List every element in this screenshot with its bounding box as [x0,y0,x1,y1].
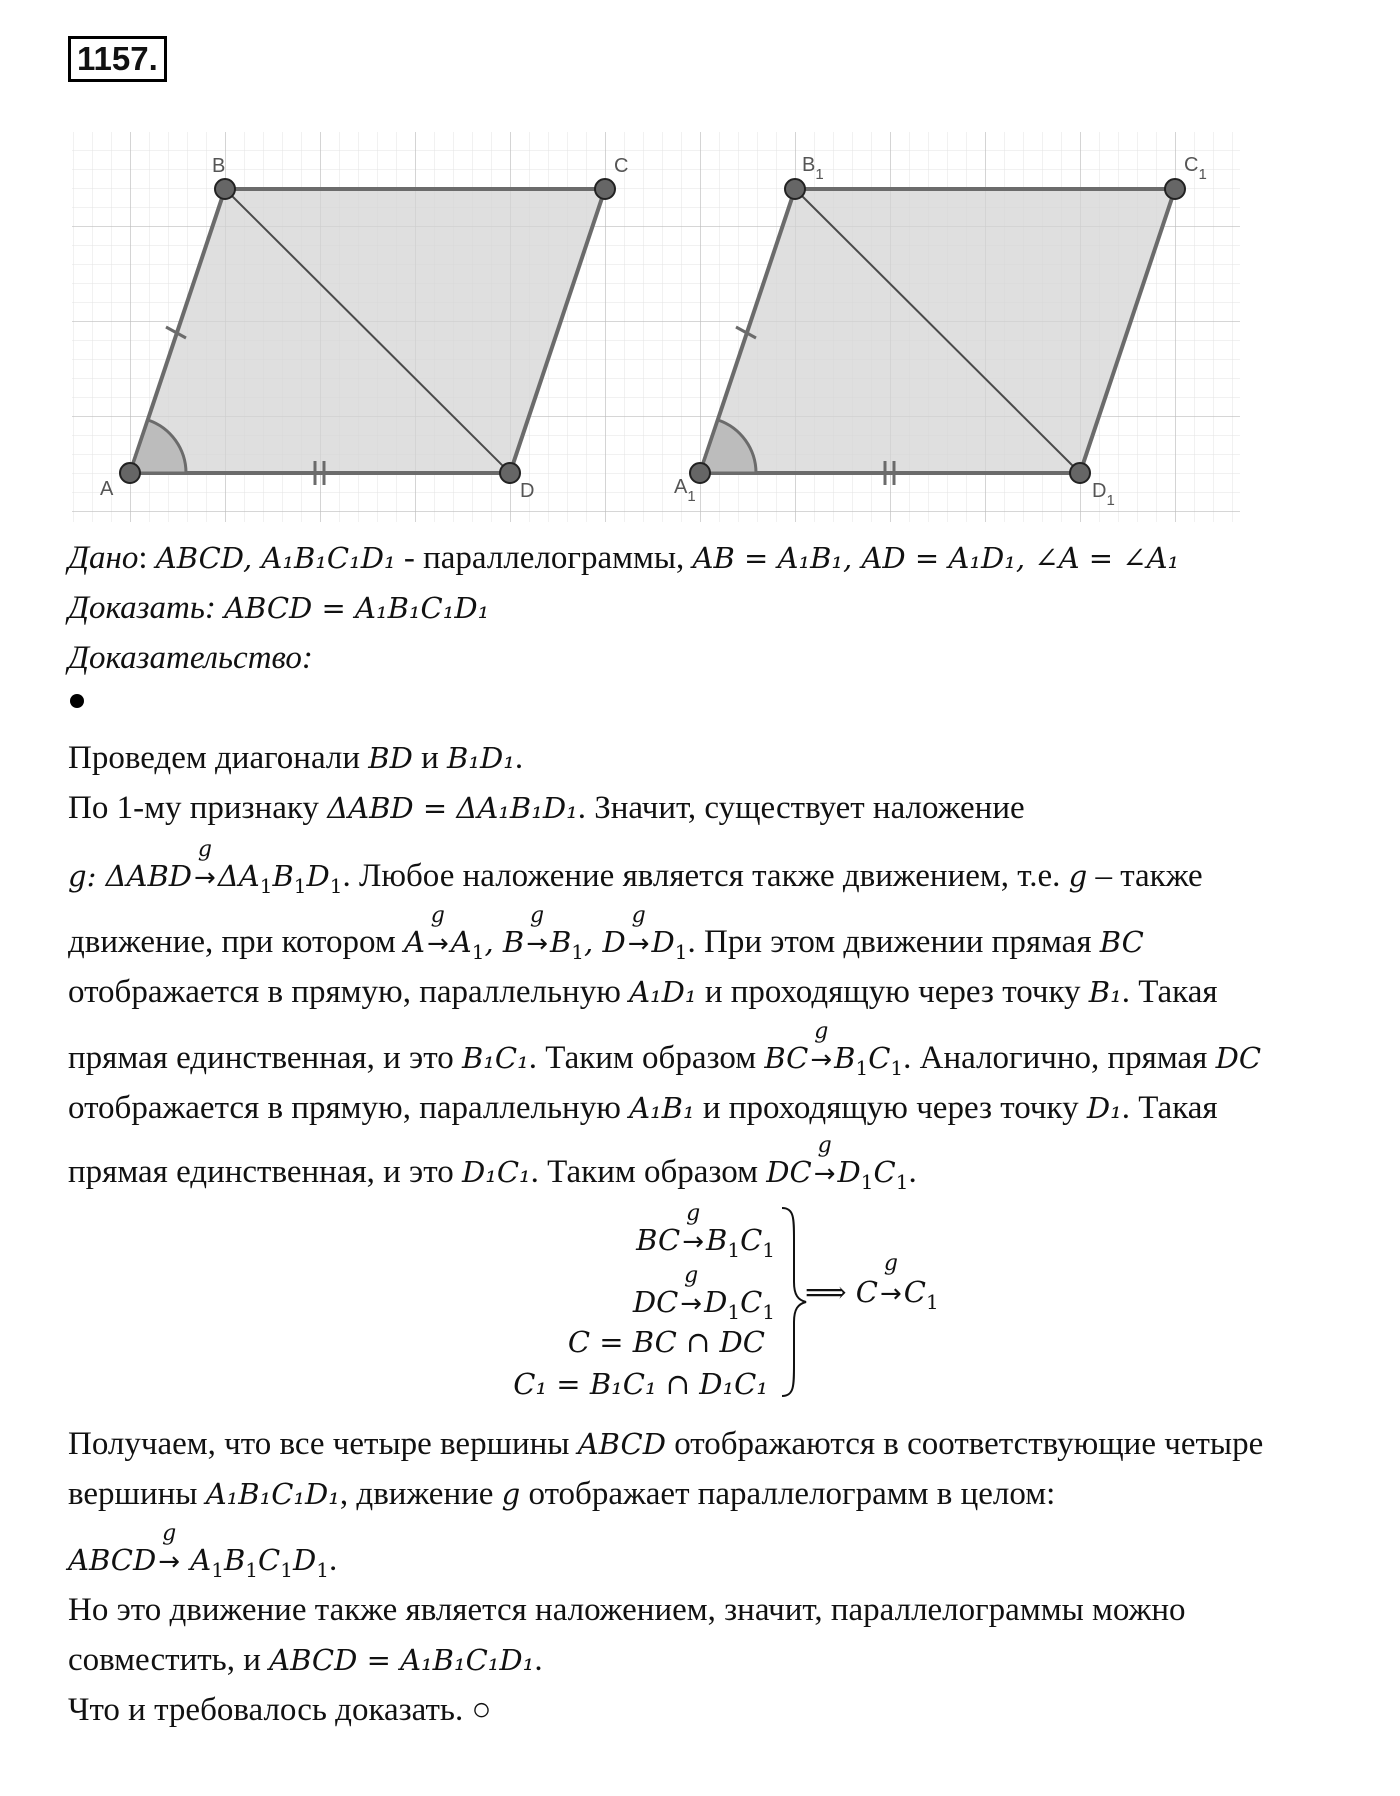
proof-line-1: Проведем диагонали BD и B₁D₁. [68,740,524,776]
label-d1: $D_1$ [1092,480,1115,509]
system-row-4: C₁ = B₁C₁ ∩ D₁C₁ [513,1367,768,1401]
proof-line-9: Получаем, что все четыре вершины ABCD отображаются в соответствующие четыре [68,1426,1264,1462]
problem-number: 1157. [68,36,167,82]
system-row-3: C = BC ∩ DC [567,1325,765,1359]
proof-line-6: прямая единственная, и это B₁C₁. Таким образом BCg $\to B_1C_1$. Аналогично, прямая DC [68,1038,1261,1080]
given-line: Дано: ABCD, A₁B₁C₁D₁ - параллелограммы, AB = A₁B₁, AD = A₁D₁, ∠A = ∠A₁ [68,540,1180,576]
proof-end: Что и требовалось доказать. ○ [68,1692,492,1728]
prove-line: Доказать: ABCD = A₁B₁C₁D₁ [68,590,490,626]
label-a1: $A_1$ [674,476,696,505]
proof-line-5: отображается в прямую, параллельную A₁D₁ и проходящую через точку B₁. Такая [68,974,1218,1010]
label-c: C [614,155,629,177]
equation-system [480,1200,980,1400]
proof-line-3: g: ΔABDg $\to\Delta A_1B_1D_1$. Любое наложение является также движением, т.е. g – также [68,856,1203,898]
proof-line-2: По 1-му признаку ΔABD = ΔA₁B₁D₁. Значит, существует наложение [68,790,1025,826]
system-result: ⟹ $Cg \to C_1$ [805,1275,939,1309]
label-b: B [212,155,226,177]
label-d: D [520,480,535,502]
proof-line-11: ABCDg → $A_1B_1C_1D_1$. [68,1540,337,1582]
proof-line-8: прямая единственная, и это D₁C₁. Таким образом DCg $\to D_1C_1$. [68,1152,917,1194]
label-c1: $C_1$ [1184,154,1207,183]
proof-line-12: Но это движение также является наложением, значит, параллелограммы можно [68,1592,1186,1628]
proof-line-10: вершины A₁B₁C₁D₁, движение g отображает параллелограмм в целом: [68,1476,1056,1512]
proof-line-7: отображается в прямую, параллельную A₁B₁ и проходящую через точку D₁. Такая [68,1090,1218,1126]
parallelogram-figure [0,0,1400,530]
proof-line-4: движение, при котором $Ag \to A_1$, $Bg \to B_1$, $Dg \to D_1$. При этом движении прямая BC [68,922,1144,964]
system-row-2: DCg $\to D_1C_1$ [633,1284,775,1322]
label-a: A [100,478,114,500]
label-b1: $B_1$ [802,154,824,183]
system-row-1: BCg $\to B_1C_1$ [636,1222,775,1260]
bullet-point [70,694,84,708]
proof-line-13: совместить, и ABCD = A₁B₁C₁D₁. [68,1642,543,1678]
proof-label: Доказательство: [68,640,313,676]
